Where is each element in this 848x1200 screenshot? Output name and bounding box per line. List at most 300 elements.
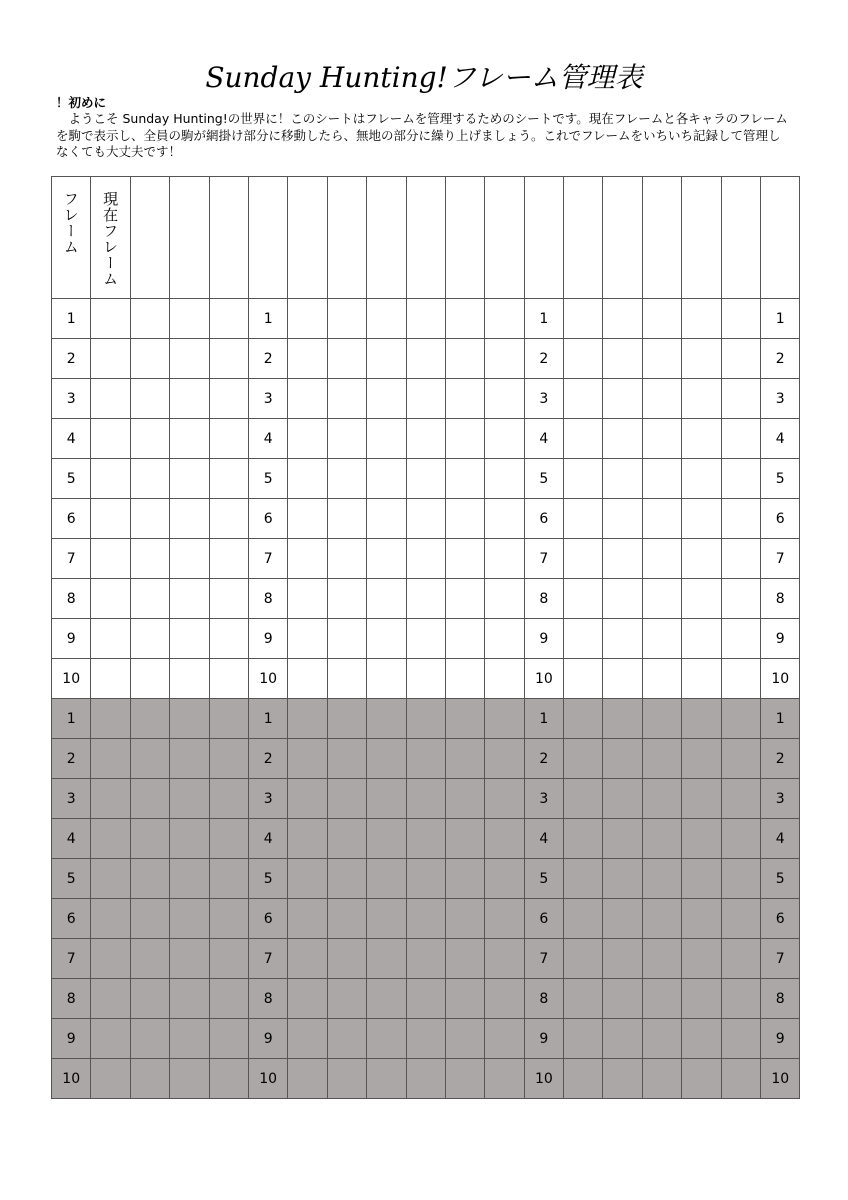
shaded-frame-row xyxy=(52,899,800,939)
empty-cell xyxy=(485,699,524,739)
empty-cell xyxy=(564,739,603,779)
frame-number-cell: 3 xyxy=(52,779,91,819)
empty-cell xyxy=(91,979,130,1019)
header-cell xyxy=(52,177,91,299)
header-cell xyxy=(406,177,445,299)
empty-cell xyxy=(288,499,327,539)
frame-row xyxy=(52,339,800,379)
empty-cell xyxy=(445,859,484,899)
empty-cell xyxy=(91,339,130,379)
empty-cell xyxy=(209,939,248,979)
empty-cell xyxy=(485,339,524,379)
frame-number-cell: 9 xyxy=(761,619,800,659)
empty-cell xyxy=(130,1059,169,1099)
empty-cell xyxy=(288,419,327,459)
empty-cell xyxy=(367,459,406,499)
empty-cell xyxy=(91,419,130,459)
empty-cell xyxy=(367,859,406,899)
frame-number-cell: 5 xyxy=(524,459,563,499)
empty-cell xyxy=(682,459,721,499)
empty-cell xyxy=(406,379,445,419)
frame-column-header: フレーム xyxy=(61,191,80,255)
frame-number-cell: 3 xyxy=(524,779,563,819)
empty-cell xyxy=(209,459,248,499)
empty-cell xyxy=(91,619,130,659)
empty-cell xyxy=(721,899,760,939)
frame-number-cell: 1 xyxy=(52,699,91,739)
empty-cell xyxy=(130,779,169,819)
header-cell xyxy=(721,177,760,299)
empty-cell xyxy=(209,659,248,699)
empty-cell xyxy=(564,499,603,539)
empty-cell xyxy=(564,379,603,419)
empty-cell xyxy=(564,1019,603,1059)
shaded-frame-row xyxy=(52,819,800,859)
empty-cell xyxy=(327,739,366,779)
empty-cell xyxy=(327,459,366,499)
empty-cell xyxy=(91,899,130,939)
empty-cell xyxy=(682,499,721,539)
empty-cell xyxy=(406,419,445,459)
header-cell xyxy=(130,177,169,299)
empty-cell xyxy=(170,379,209,419)
empty-cell xyxy=(445,619,484,659)
empty-cell xyxy=(485,659,524,699)
empty-cell xyxy=(170,939,209,979)
frame-number-cell: 2 xyxy=(761,339,800,379)
empty-cell xyxy=(445,379,484,419)
frame-number-cell: 3 xyxy=(248,379,287,419)
empty-cell xyxy=(288,699,327,739)
empty-cell xyxy=(485,379,524,419)
empty-cell xyxy=(209,579,248,619)
frame-number-cell: 9 xyxy=(761,1019,800,1059)
empty-cell xyxy=(209,899,248,939)
empty-cell xyxy=(485,539,524,579)
empty-cell xyxy=(130,699,169,739)
header-cell xyxy=(603,177,642,299)
empty-cell xyxy=(564,619,603,659)
empty-cell xyxy=(130,659,169,699)
empty-cell xyxy=(327,979,366,1019)
empty-cell xyxy=(327,1019,366,1059)
empty-cell xyxy=(130,339,169,379)
empty-cell xyxy=(485,979,524,1019)
empty-cell xyxy=(564,299,603,339)
empty-cell xyxy=(485,899,524,939)
empty-cell xyxy=(485,939,524,979)
empty-cell xyxy=(406,499,445,539)
empty-cell xyxy=(485,1059,524,1099)
empty-cell xyxy=(406,859,445,899)
shaded-frame-row xyxy=(52,739,800,779)
frame-row xyxy=(52,499,800,539)
frame-grid xyxy=(51,176,800,1099)
header-cell xyxy=(445,177,484,299)
empty-cell xyxy=(91,699,130,739)
empty-cell xyxy=(130,619,169,659)
empty-cell xyxy=(327,339,366,379)
empty-cell xyxy=(170,299,209,339)
frame-number-cell: 6 xyxy=(524,499,563,539)
frame-row xyxy=(52,579,800,619)
empty-cell xyxy=(682,819,721,859)
empty-cell xyxy=(721,299,760,339)
empty-cell xyxy=(603,899,642,939)
empty-cell xyxy=(91,539,130,579)
frame-number-cell: 8 xyxy=(248,579,287,619)
header-cell xyxy=(524,177,563,299)
frame-number-cell: 5 xyxy=(761,859,800,899)
empty-cell xyxy=(721,1059,760,1099)
empty-cell xyxy=(288,859,327,899)
empty-cell xyxy=(603,499,642,539)
frame-number-cell: 10 xyxy=(761,1059,800,1099)
empty-cell xyxy=(603,299,642,339)
empty-cell xyxy=(367,579,406,619)
empty-cell xyxy=(327,939,366,979)
empty-cell xyxy=(721,699,760,739)
empty-cell xyxy=(564,819,603,859)
empty-cell xyxy=(682,739,721,779)
frame-number-cell: 6 xyxy=(248,899,287,939)
empty-cell xyxy=(130,739,169,779)
empty-cell xyxy=(170,899,209,939)
empty-cell xyxy=(445,979,484,1019)
empty-cell xyxy=(682,779,721,819)
frame-row xyxy=(52,299,800,339)
empty-cell xyxy=(682,899,721,939)
empty-cell xyxy=(682,539,721,579)
empty-cell xyxy=(367,659,406,699)
empty-cell xyxy=(209,619,248,659)
empty-cell xyxy=(603,1059,642,1099)
frame-number-cell: 1 xyxy=(52,299,91,339)
empty-cell xyxy=(367,539,406,579)
shaded-frame-row xyxy=(52,859,800,899)
empty-cell xyxy=(130,379,169,419)
frame-number-cell: 1 xyxy=(761,299,800,339)
empty-cell xyxy=(564,579,603,619)
empty-cell xyxy=(406,899,445,939)
empty-cell xyxy=(682,859,721,899)
frame-number-cell: 7 xyxy=(524,539,563,579)
empty-cell xyxy=(603,619,642,659)
empty-cell xyxy=(91,939,130,979)
frame-row xyxy=(52,619,800,659)
frame-number-cell: 3 xyxy=(248,779,287,819)
empty-cell xyxy=(603,979,642,1019)
frame-number-cell: 9 xyxy=(524,1019,563,1059)
empty-cell xyxy=(130,939,169,979)
empty-cell xyxy=(367,739,406,779)
frame-number-cell: 4 xyxy=(524,419,563,459)
empty-cell xyxy=(406,939,445,979)
empty-cell xyxy=(327,579,366,619)
empty-cell xyxy=(209,819,248,859)
empty-cell xyxy=(642,1059,681,1099)
empty-cell xyxy=(603,779,642,819)
empty-cell xyxy=(406,779,445,819)
empty-cell xyxy=(130,299,169,339)
empty-cell xyxy=(327,539,366,579)
empty-cell xyxy=(564,779,603,819)
empty-cell xyxy=(130,899,169,939)
empty-cell xyxy=(642,979,681,1019)
empty-cell xyxy=(367,979,406,1019)
frame-number-cell: 5 xyxy=(248,459,287,499)
empty-cell xyxy=(288,619,327,659)
empty-cell xyxy=(327,819,366,859)
frame-number-cell: 5 xyxy=(248,859,287,899)
frame-number-cell: 9 xyxy=(52,1019,91,1059)
empty-cell xyxy=(288,459,327,499)
frame-number-cell: 10 xyxy=(524,1059,563,1099)
frame-number-cell: 10 xyxy=(248,659,287,699)
empty-cell xyxy=(130,859,169,899)
empty-cell xyxy=(170,819,209,859)
frame-number-cell: 10 xyxy=(524,659,563,699)
empty-cell xyxy=(209,739,248,779)
frame-number-cell: 7 xyxy=(52,539,91,579)
empty-cell xyxy=(327,619,366,659)
frame-number-cell: 7 xyxy=(761,539,800,579)
empty-cell xyxy=(288,979,327,1019)
empty-cell xyxy=(682,579,721,619)
header-cell xyxy=(564,177,603,299)
empty-cell xyxy=(642,899,681,939)
empty-cell xyxy=(130,499,169,539)
empty-cell xyxy=(406,459,445,499)
empty-cell xyxy=(91,499,130,539)
frame-number-cell: 4 xyxy=(761,419,800,459)
empty-cell xyxy=(209,859,248,899)
frame-row xyxy=(52,379,800,419)
empty-cell xyxy=(288,339,327,379)
empty-cell xyxy=(288,579,327,619)
empty-cell xyxy=(170,419,209,459)
empty-cell xyxy=(288,659,327,699)
empty-cell xyxy=(603,1019,642,1059)
empty-cell xyxy=(406,539,445,579)
empty-cell xyxy=(367,299,406,339)
frame-number-cell: 8 xyxy=(524,579,563,619)
shaded-frame-row xyxy=(52,779,800,819)
empty-cell xyxy=(603,579,642,619)
empty-cell xyxy=(445,339,484,379)
frame-number-cell: 8 xyxy=(761,579,800,619)
empty-cell xyxy=(288,1059,327,1099)
empty-cell xyxy=(642,659,681,699)
empty-cell xyxy=(564,699,603,739)
empty-cell xyxy=(327,299,366,339)
frame-number-cell: 1 xyxy=(248,699,287,739)
empty-cell xyxy=(91,659,130,699)
frame-number-cell: 2 xyxy=(248,739,287,779)
empty-cell xyxy=(170,659,209,699)
frame-row xyxy=(52,419,800,459)
frame-number-cell: 5 xyxy=(761,459,800,499)
empty-cell xyxy=(445,459,484,499)
empty-cell xyxy=(170,1059,209,1099)
shaded-frame-row xyxy=(52,699,800,739)
empty-cell xyxy=(564,859,603,899)
header-cell xyxy=(288,177,327,299)
empty-cell xyxy=(170,339,209,379)
empty-cell xyxy=(445,419,484,459)
empty-cell xyxy=(209,1059,248,1099)
empty-cell xyxy=(642,939,681,979)
empty-cell xyxy=(406,1059,445,1099)
empty-cell xyxy=(170,699,209,739)
empty-cell xyxy=(367,699,406,739)
intro-text: ようこそ Sunday Hunting!の世界に！このシートはフレームを管理するためのシートです。現在フレームと各キャラのフレームを駒で表示し、全員の駒が網掛け部分に移動したら、無地の部分に繰り上げましょう。これでフレームをいちいち記録して管理しなくても大丈夫です！ xyxy=(56,111,788,159)
empty-cell xyxy=(642,459,681,499)
frame-number-cell: 7 xyxy=(248,939,287,979)
empty-cell xyxy=(327,699,366,739)
header-row xyxy=(52,177,800,299)
empty-cell xyxy=(406,819,445,859)
empty-cell xyxy=(445,739,484,779)
frame-row xyxy=(52,659,800,699)
frame-number-cell: 7 xyxy=(761,939,800,979)
empty-cell xyxy=(721,339,760,379)
empty-cell xyxy=(209,499,248,539)
frame-row xyxy=(52,459,800,499)
header-cell xyxy=(209,177,248,299)
empty-cell xyxy=(485,859,524,899)
frame-number-cell: 9 xyxy=(248,619,287,659)
empty-cell xyxy=(406,739,445,779)
frame-number-cell: 1 xyxy=(761,699,800,739)
empty-cell xyxy=(721,819,760,859)
header-cell xyxy=(367,177,406,299)
frame-number-cell: 1 xyxy=(524,299,563,339)
empty-cell xyxy=(288,779,327,819)
shaded-frame-row xyxy=(52,939,800,979)
empty-cell xyxy=(642,619,681,659)
frame-number-cell: 8 xyxy=(248,979,287,1019)
frame-number-cell: 1 xyxy=(524,699,563,739)
empty-cell xyxy=(603,739,642,779)
empty-cell xyxy=(642,1019,681,1059)
empty-cell xyxy=(91,379,130,419)
empty-cell xyxy=(682,1059,721,1099)
empty-cell xyxy=(721,779,760,819)
empty-cell xyxy=(327,779,366,819)
empty-cell xyxy=(288,899,327,939)
empty-cell xyxy=(564,419,603,459)
empty-cell xyxy=(445,939,484,979)
empty-cell xyxy=(288,819,327,859)
frame-number-cell: 3 xyxy=(761,379,800,419)
header-cell xyxy=(642,177,681,299)
empty-cell xyxy=(603,339,642,379)
header-cell xyxy=(248,177,287,299)
empty-cell xyxy=(603,379,642,419)
empty-cell xyxy=(130,819,169,859)
empty-cell xyxy=(288,299,327,339)
empty-cell xyxy=(682,619,721,659)
empty-cell xyxy=(721,419,760,459)
empty-cell xyxy=(485,499,524,539)
empty-cell xyxy=(406,619,445,659)
frame-number-cell: 7 xyxy=(524,939,563,979)
shaded-frame-row xyxy=(52,1019,800,1059)
frame-number-cell: 5 xyxy=(52,459,91,499)
shaded-frame-row xyxy=(52,1059,800,1099)
empty-cell xyxy=(209,539,248,579)
empty-cell xyxy=(485,1019,524,1059)
empty-cell xyxy=(642,819,681,859)
empty-cell xyxy=(367,779,406,819)
empty-cell xyxy=(170,859,209,899)
empty-cell xyxy=(564,1059,603,1099)
frame-number-cell: 10 xyxy=(52,1059,91,1099)
empty-cell xyxy=(367,819,406,859)
frame-number-cell: 4 xyxy=(52,819,91,859)
shaded-frame-row xyxy=(52,979,800,1019)
frame-number-cell: 8 xyxy=(761,979,800,1019)
empty-cell xyxy=(170,499,209,539)
frame-number-cell: 8 xyxy=(52,579,91,619)
empty-cell xyxy=(170,979,209,1019)
empty-cell xyxy=(91,1019,130,1059)
empty-cell xyxy=(91,459,130,499)
empty-cell xyxy=(91,579,130,619)
empty-cell xyxy=(367,419,406,459)
empty-cell xyxy=(682,299,721,339)
frame-number-cell: 9 xyxy=(524,619,563,659)
empty-cell xyxy=(721,579,760,619)
empty-cell xyxy=(603,419,642,459)
empty-cell xyxy=(170,1019,209,1059)
empty-cell xyxy=(485,459,524,499)
empty-cell xyxy=(603,539,642,579)
empty-cell xyxy=(406,299,445,339)
empty-cell xyxy=(642,739,681,779)
empty-cell xyxy=(288,379,327,419)
empty-cell xyxy=(130,539,169,579)
empty-cell xyxy=(170,779,209,819)
empty-cell xyxy=(367,499,406,539)
empty-cell xyxy=(564,939,603,979)
empty-cell xyxy=(327,659,366,699)
empty-cell xyxy=(130,419,169,459)
empty-cell xyxy=(642,699,681,739)
empty-cell xyxy=(367,939,406,979)
empty-cell xyxy=(327,1059,366,1099)
frame-number-cell: 3 xyxy=(524,379,563,419)
frame-number-cell: 9 xyxy=(52,619,91,659)
empty-cell xyxy=(209,699,248,739)
frame-number-cell: 2 xyxy=(248,339,287,379)
empty-cell xyxy=(327,379,366,419)
empty-cell xyxy=(445,1019,484,1059)
header-cell xyxy=(327,177,366,299)
empty-cell xyxy=(682,939,721,979)
frame-number-cell: 4 xyxy=(248,419,287,459)
frame-number-cell: 2 xyxy=(761,739,800,779)
empty-cell xyxy=(288,939,327,979)
empty-cell xyxy=(91,779,130,819)
empty-cell xyxy=(327,419,366,459)
frame-number-cell: 6 xyxy=(52,499,91,539)
empty-cell xyxy=(721,459,760,499)
empty-cell xyxy=(288,739,327,779)
empty-cell xyxy=(682,659,721,699)
empty-cell xyxy=(209,979,248,1019)
